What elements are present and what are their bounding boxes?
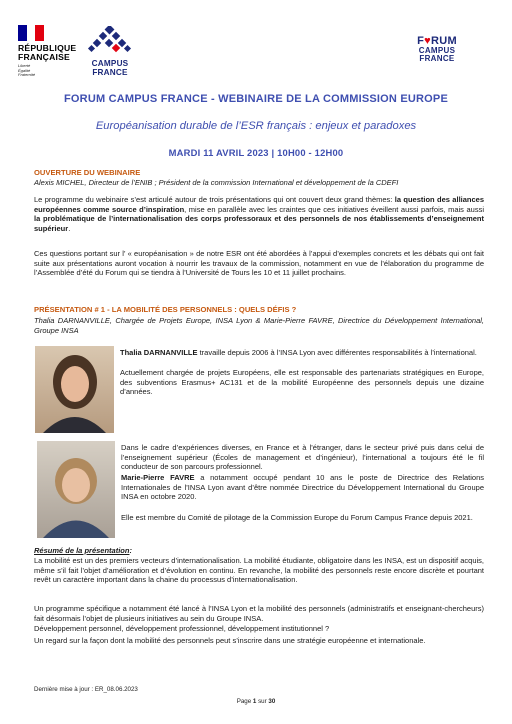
rf-title: RÉPUBLIQUE FRANÇAISE [18, 43, 77, 62]
summary-paragraph-2: Un programme spécifique a notamment été lancé à l’INSA Lyon et la mobilité des personnels (administratifs et enseignant-chercheurs) fait désormais l’objet de plusieurs initiatives au sein du Groupe INSA. [34, 604, 484, 623]
portrait-placeholder-icon [35, 346, 114, 433]
bio1-first-name: Thalia [120, 348, 144, 357]
photo-thalia-darnanville [35, 346, 114, 433]
campus-france-title: CAMPUS FRANCE [91, 59, 129, 77]
summary-paragraph-4: Un regard sur la façon dont la mobilité des personnels peut s’inscrire dans une stratégie européenne et internationale. [34, 636, 426, 645]
forum-suffix: RUM [430, 35, 457, 47]
summary-heading [34, 546, 484, 556]
p1-bold-b: la question des alliances européennes comme source d’inspiration [34, 195, 484, 214]
bio1-text: travaille depuis 2006 à l’INSA Lyon avec différentes responsabilités à l’international. [197, 348, 477, 357]
bio2-text: a notamment occupé pendant 10 ans le poste de Directrice des Relations Internationales de l’INSA Lyon avant d’être nommée Directrice du Développement International du Groupe INSA en octobre 2020. [121, 473, 484, 502]
page-current: 1 [252, 698, 257, 705]
forum-heart-icon: ♥ [424, 35, 431, 47]
last-updated: Dernière mise à jour : ER_08.06.2023 [34, 686, 138, 693]
bio-favre-paragraph-1: Dans le cadre d’expériences diverses, en France et à l’étranger, dans le secteur privé puis dans celui de l’enseignement supérieur (Écoles de management et d’ingénieur), l’international a toujours été le fil conducteur de son parcours professionnel. [121, 443, 484, 472]
forum-france: FRANCE [419, 54, 455, 64]
document-subtitle: Européanisation durable de l’ESR français : enjeux et paradoxes [95, 120, 417, 132]
presentation-speakers: Thalia DARNANVILLE, Chargée de Projets Europe, INSA Lyon & Marie-Pierre FAVRE, Directrice du Développement International, Groupe INSA [34, 316, 484, 335]
bio2-name: Marie-Pierre FAVRE [121, 473, 195, 482]
opening-paragraph-1 [34, 195, 484, 233]
document-title: FORUM CAMPUS FRANCE - WEBINAIRE DE LA COMMISSION EUROPE [64, 93, 448, 105]
p1-text-e: . [68, 223, 71, 233]
photo-marie-pierre-favre [37, 441, 115, 538]
p1-bold-d: la problématique de l’internationalisation des corps professoraux et des personnels de nos établissements d’enseignement supérieur [34, 214, 484, 233]
summary-heading-text: Résumé de la présentation [34, 546, 130, 555]
bio-favre-paragraph-2 [121, 473, 484, 502]
portrait-placeholder-icon [37, 441, 115, 538]
p1-text-c: , mise en parallèle avec les craintes que ces initiatives éveillent aussi parfois, mais aussi [184, 204, 484, 214]
forum-campus-france-logo [404, 36, 470, 64]
opening-speaker: Alexis MICHEL, Directeur de l’ENIB ; Président de la commission International et développement de la CDEFI [34, 178, 399, 187]
forum-prefix: F [417, 35, 425, 47]
campus-france-diamonds-icon [87, 26, 133, 54]
page-total: 30 [268, 698, 276, 705]
bio-favre-paragraph-3: Elle est membre du Comité de pilotage de la Commission Europe du Forum Campus France depuis 2021. [121, 513, 473, 522]
summary-paragraph-1: La mobilité est un des premiers vecteurs d’internationalisation. La mobilité étudiante, obligatoire dans les INSA, est un dispositif acquis, même s’il fait l’objet d’amélioration et d’évolution en continu. En revanche, la mobilité des personnels reste encore discrète et pourtant revêt un caractère important dans la chaine du processus d’internationalisation. [34, 556, 484, 585]
rf-motto: Liberté Égalité Fraternité [18, 63, 36, 78]
p1-text-a: Le programme du webinaire s’est articulé autour de trois présentations qui ont couvert deux grand thèmes: [34, 195, 395, 204]
opening-paragraph-2: Ces questions portant sur l’ « européanisation » de notre ESR ont été abordées à l’appui d’exemples concrets et les débats qui ont fait suite aux présentations auront vocation à nourrir les travaux de la commission, notamment en vue de l’élaboration du programme de l’Assemblée d’été du Forum qui se tiendra à l’Université de Tours les 10 et 11 juillet prochains. [34, 249, 484, 278]
french-flag-icon [18, 25, 44, 41]
page-mid: sur [256, 698, 269, 705]
presentation-heading: PRÉSENTATION # 1 - LA MOBILITÉ DES PERSONNELS : QUELS DÉFIS ? [34, 305, 297, 314]
opening-heading: OUVERTURE DU WEBINAIRE [34, 168, 141, 177]
forum-campus: CAMPUS [418, 46, 456, 55]
event-date: MARDI 11 AVRIL 2023 | 10H00 - 12H00 [168, 147, 344, 158]
bio-thalia-paragraph-2: Actuellement chargée de projets Européens, elle est responsable des partenariats stratégiques en Europe, des subventions Erasmus+ AC131 et de la mobilité Européenne des personnels depuis une dizaine d’années. [120, 368, 484, 397]
page-prefix: Page [236, 698, 253, 705]
campus-france-logo [83, 26, 137, 78]
republique-francaise-logo [18, 25, 80, 78]
bio-thalia-paragraph-1 [120, 348, 484, 358]
page-number [0, 698, 512, 705]
summary-heading-colon: : [129, 546, 132, 555]
bio1-last-name: DARNANVILLE [143, 348, 198, 357]
summary-paragraph-3: Développement personnel, développement professionnel, développement institutionnel ? [34, 624, 330, 633]
